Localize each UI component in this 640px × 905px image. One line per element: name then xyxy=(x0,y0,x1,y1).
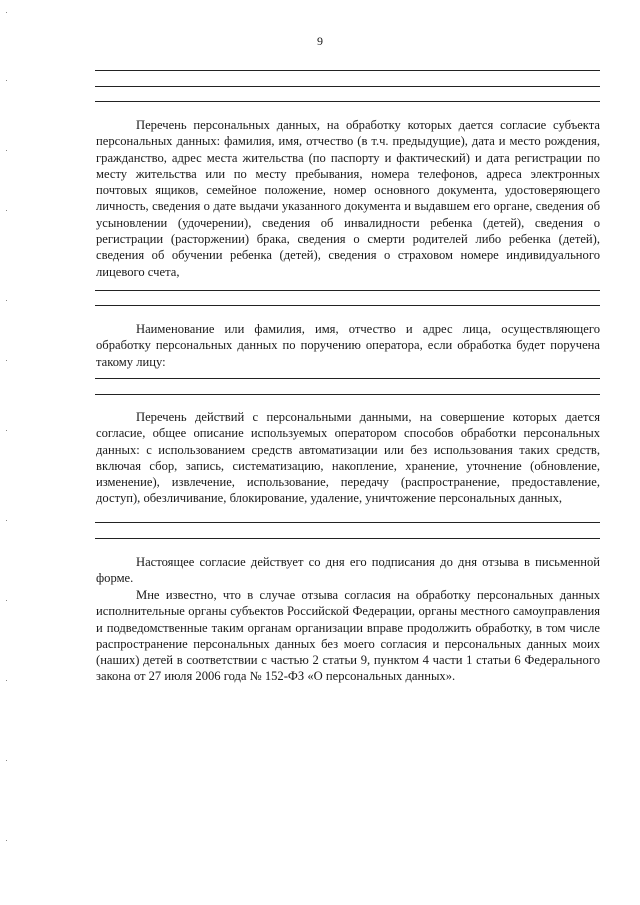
blank-line xyxy=(95,101,600,102)
scan-speck xyxy=(6,680,7,681)
page-number: 9 xyxy=(317,34,323,48)
blank-line xyxy=(95,305,600,306)
validity-paragraph: Настоящее согласие действует со дня его подписания до дня отзыва в письменной форме. xyxy=(96,555,600,586)
scan-speck xyxy=(6,80,7,81)
scan-speck xyxy=(6,300,7,301)
scan-speck xyxy=(6,760,7,761)
blank-line xyxy=(95,522,600,523)
withdrawal-paragraph: Мне известно, что в случае отзыва согласия на обработку персональных данных исполнительные органы субъектов Российской Федерации, органы местного самоуправления и подведомственные таким органам организации вправе продолжить обработку, в том числе распространение персональных данных без моего согласия и персональных данных моих (наших) детей в соответствии с частью 2 статьи 9, пунктом 4 части 1 статьи 6 Федерального закона от 27 июля 2006 года № 152-ФЗ «О персональных данных». xyxy=(96,588,600,684)
blank-line xyxy=(95,394,600,395)
blank-line xyxy=(95,538,600,539)
blank-line xyxy=(95,70,600,71)
scan-speck xyxy=(6,150,7,151)
scan-speck xyxy=(6,600,7,601)
scan-speck xyxy=(6,210,7,211)
actions-list-paragraph: Перечень действий с персональными данными, на совершение которых дается согласие, общее описание используемых оператором способов обработки персональных данных: с использованием средств автоматизации или без использования таких средств, включая сбор, запись, систематизацию, накопление, хранение, уточнение (обновление, изменение), извлечение, использование, передачу (распространение, предоставление, доступ), обезличивание, блокирование, удаление, уничтожение персональных данных, xyxy=(96,410,600,506)
blank-line xyxy=(95,378,600,379)
operator-name-paragraph: Наименование или фамилия, имя, отчество и адрес лица, осуществляющего обработку персональных данных по поручению оператора, если обработка будет поручена такому лицу: xyxy=(96,322,600,369)
personal-data-list-paragraph: Перечень персональных данных, на обработку которых дается согласие субъекта персональных данных: фамилия, имя, отчество (в т.ч. предыдущие), дата и место рождения, гражданство, адрес места жительства (по паспорту и фактический) и дата регистрации по месту жительства или по месту пребывания, номера телефонов, адреса электронных почтовых ящиков, семейное положение, номер основного документа, удостоверяющего личность, сведения о дате выдачи указанного документа и выдавшем его органе, сведения об усыновлении (удочерении), сведения об инвалидности ребенка (детей), сведения о регистрации (расторжении) брака, сведения о смерти родителей либо ребенка (детей), сведения об обучении ребенка (детей), сведения о страховом номере индивидуального лицевого счета, xyxy=(96,118,600,279)
scan-speck xyxy=(6,360,7,361)
blank-line xyxy=(95,290,600,291)
scan-speck xyxy=(6,840,7,841)
blank-line xyxy=(95,86,600,87)
scan-speck xyxy=(6,520,7,521)
scan-speck xyxy=(6,12,7,13)
scan-speck xyxy=(6,430,7,431)
scan-margin-marks xyxy=(6,0,8,905)
